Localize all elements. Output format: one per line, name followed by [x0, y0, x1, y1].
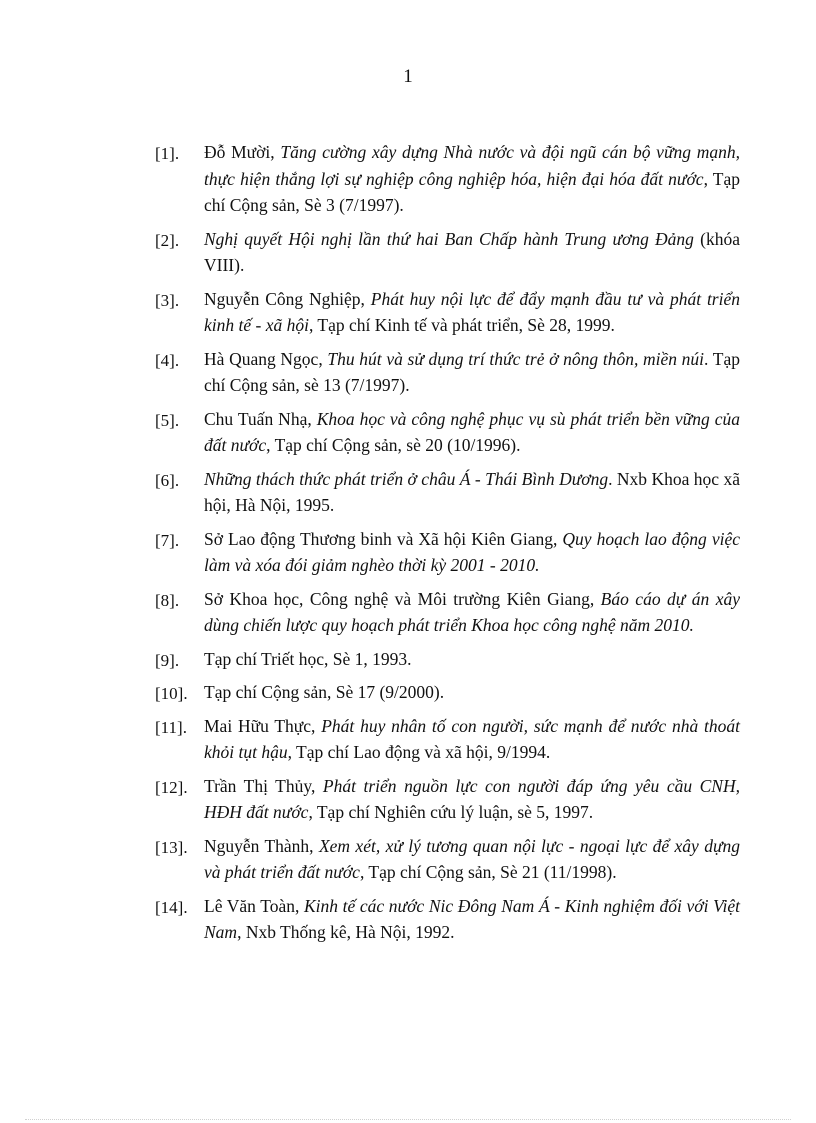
reference-item — [155, 713, 740, 766]
reference-detail: , Nxb Thống kê, Hà Nội, 1992. — [237, 922, 455, 942]
reference-text — [204, 526, 740, 579]
reference-number: [12]. — [155, 777, 188, 797]
reference-list — [155, 139, 740, 953]
reference-item — [155, 406, 740, 459]
reference-text — [204, 286, 740, 339]
reference-detail: Nguyễn Thành, — [204, 835, 319, 856]
reference-title: Phát huy nhân tố con người, sức mạnh để nước nhà thoát khỏi tụt hậu — [204, 715, 740, 762]
reference-title: Thu hút và sử dụng trí thức trẻ ở nông thôn, miền núi — [327, 348, 705, 369]
reference-detail: Nguyễn Công Nghiệp, — [204, 288, 371, 309]
page-number: 1 — [403, 66, 413, 87]
reference-title: Khoa học và công nghệ phục vụ sù phát triển bền vững của đất nước — [204, 408, 740, 455]
reference-number: [4]. — [155, 350, 180, 370]
reference-detail: , Tạp chí Kinh tế và phát triển, Sè 28, 1999. — [308, 315, 615, 335]
reference-detail: Đỗ Mười, — [204, 142, 281, 162]
reference-title: Quy hoạch lao động việc làm và xóa đói giảm nghèo thời kỳ 2001 - 2010. — [204, 528, 740, 575]
reference-number: [1]. — [155, 144, 180, 163]
reference-item — [155, 646, 740, 673]
reference-text — [204, 833, 740, 886]
reference-number: [3]. — [155, 290, 180, 310]
reference-detail: Mai Hữu Thực, — [204, 715, 322, 736]
reference-detail: , Tạp chí Cộng sản, Sè 3 (7/1997). — [204, 168, 740, 215]
reference-title: Kinh tế các nước Nic Đông Nam Á - Kinh nghiệm đối với Việt Nam — [204, 895, 740, 942]
reference-text — [204, 773, 740, 826]
reference-number: [5]. — [155, 410, 180, 430]
reference-item — [155, 586, 740, 639]
reference-number: [9]. — [155, 650, 180, 670]
reference-item — [155, 466, 740, 519]
reference-detail: , Tạp chí Cộng sản, sè 20 (10/1996). — [266, 435, 521, 455]
reference-detail: Lê Văn Toàn, — [204, 895, 304, 916]
reference-text — [204, 893, 740, 946]
reference-text — [204, 466, 740, 519]
reference-title: Xem xét, xử lý tương quan nội lực - ngoại lực để xây dựng và phát triển đất nước — [204, 835, 741, 882]
reference-text — [204, 139, 740, 219]
reference-item — [155, 286, 740, 339]
reference-title: Báo cáo dự án xây dùng chiến lược quy hoạch phát triển Khoa học công nghệ năm 2010. — [204, 588, 740, 635]
reference-item — [155, 773, 740, 826]
reference-detail: (khóa VIII). — [204, 228, 740, 275]
reference-detail: Chu Tuấn Nhạ, — [204, 408, 317, 429]
reference-number: [7]. — [155, 530, 180, 550]
reference-number: [11]. — [155, 717, 187, 737]
reference-number: [8]. — [155, 590, 180, 610]
reference-title: Những thách thức phát triển ở châu Á - Thái Bình Dương — [204, 468, 609, 489]
reference-detail: , Tạp chí Cộng sản, Sè 21 (11/1998). — [359, 862, 617, 882]
reference-text — [204, 346, 740, 399]
reference-number: [6]. — [155, 470, 180, 490]
reference-detail: , Tạp chí Lao động và xã hội, 9/1994. — [287, 742, 551, 762]
reference-detail: , Tạp chí Nghiên cứu lý luận, sè 5, 1997. — [308, 802, 594, 822]
reference-detail: Sở Lao động Thương binh và Xã hội Kiên Giang, — [204, 528, 563, 549]
reference-text — [204, 646, 740, 673]
reference-item — [155, 346, 740, 399]
reference-text — [204, 586, 740, 639]
reference-number: [13]. — [155, 837, 188, 857]
reference-title: Phát triển nguồn lực con người đáp ứng yêu cầu CNH, HĐH đất nước — [204, 775, 740, 822]
reference-detail: . Tạp chí Cộng sản, sè 13 (7/1997). — [204, 348, 740, 395]
reference-item — [155, 526, 740, 579]
reference-title: Tăng cường xây dựng Nhà nước và đội ngũ cán bộ vững mạnh, thực hiện thắng lợi sự nghiệp công nghiệp hóa, hiện đại hóa đất nước — [204, 142, 740, 189]
reference-text — [204, 679, 740, 706]
reference-detail: Tạp chí Triết học, Sè 1, 1993. — [204, 648, 412, 669]
reference-detail: Hà Quang Ngọc, — [204, 348, 328, 369]
reference-item — [155, 679, 740, 706]
reference-text — [204, 713, 740, 766]
reference-detail: . Nxb Khoa học xã hội, Hà Nội, 1995. — [204, 468, 740, 515]
reference-detail: Trần Thị Thủy, — [204, 775, 323, 796]
reference-item — [155, 226, 740, 279]
page-bottom-rule — [25, 1119, 791, 1120]
reference-title: Nghị quyết Hội nghị lần thứ hai Ban Chấp hành Trung ương Đảng — [204, 228, 694, 249]
reference-text — [204, 226, 740, 279]
reference-text — [204, 406, 740, 459]
reference-number: [10]. — [155, 684, 188, 703]
reference-item — [155, 893, 740, 946]
reference-detail: Tạp chí Cộng sản, Sè 17 (9/2000). — [204, 682, 445, 702]
reference-title: Phát huy nội lực để đẩy mạnh đầu tư và phát triển kinh tế - xã hội — [204, 288, 740, 335]
reference-item — [155, 833, 740, 886]
reference-detail: Sở Khoa học, Công nghệ và Môi trường Kiên Giang, — [204, 588, 601, 609]
reference-number: [2]. — [155, 230, 180, 250]
reference-number: [14]. — [155, 897, 188, 917]
reference-item — [155, 139, 740, 219]
